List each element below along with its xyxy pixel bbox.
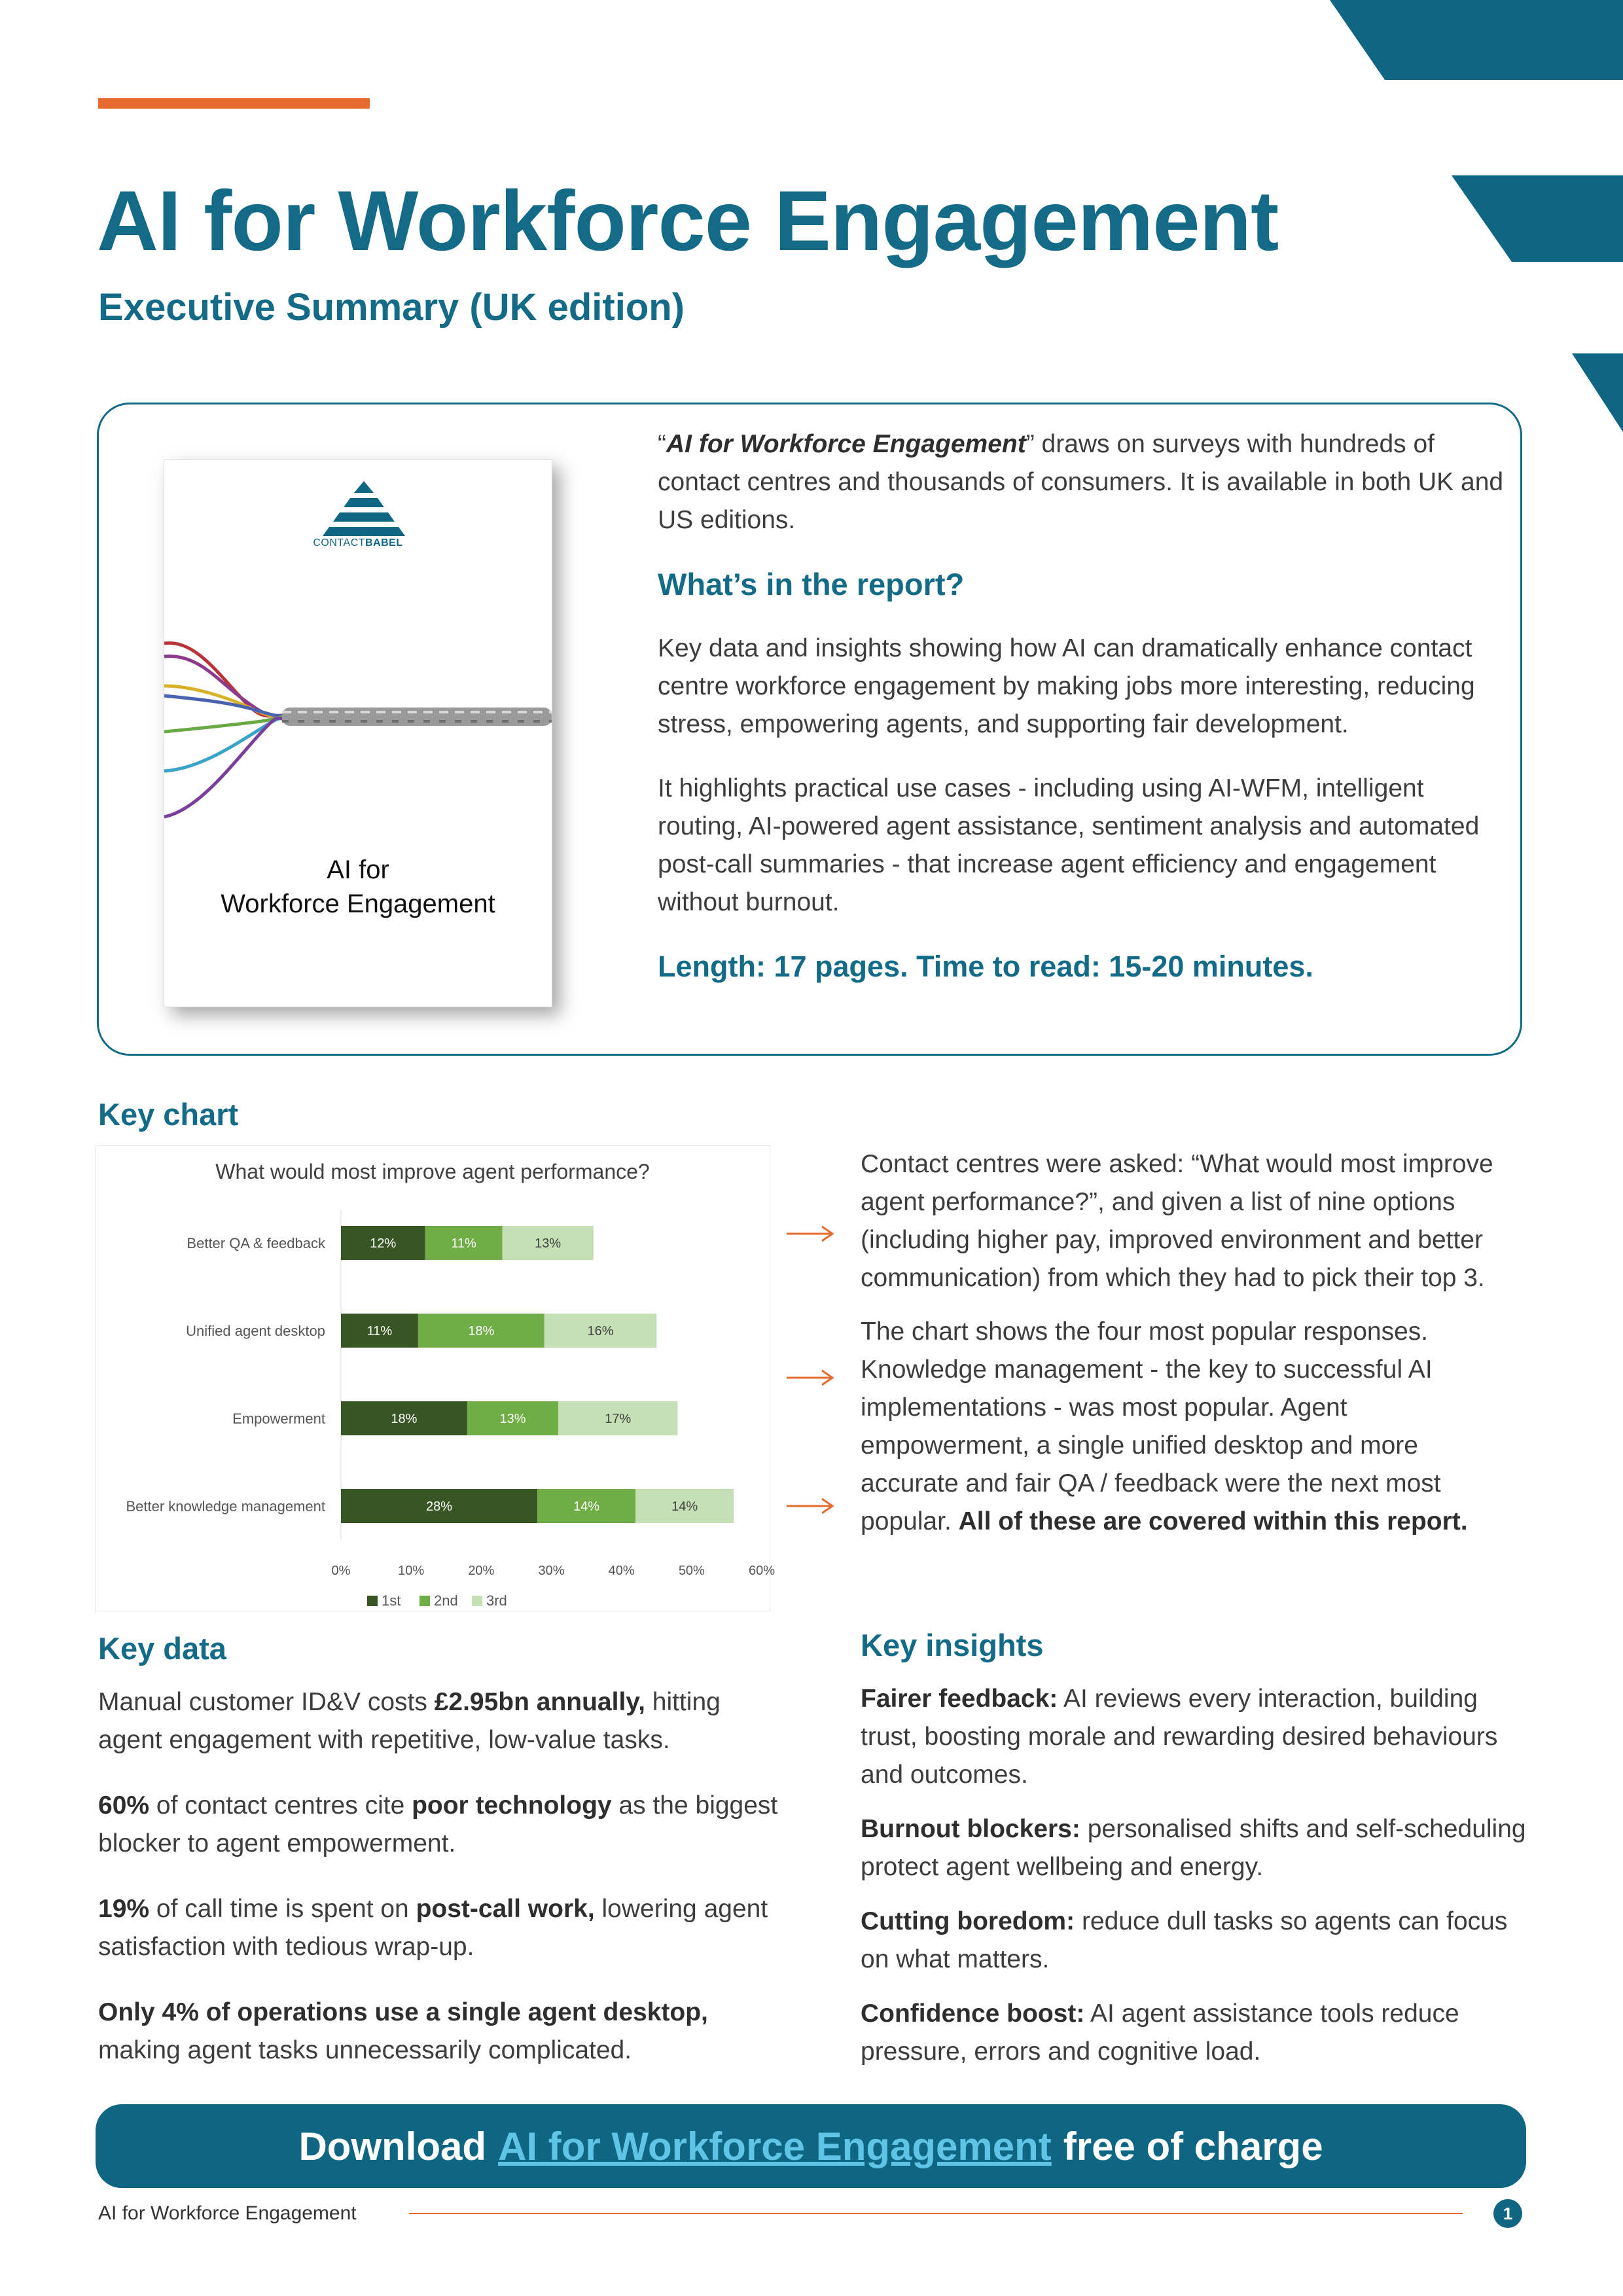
intro-text [658, 425, 1508, 986]
footer-title: AI for Workforce Engagement [98, 2202, 357, 2224]
category-label: Unified agent desktop [186, 1323, 325, 1339]
insight-item [861, 1810, 1535, 1886]
x-tick-label: 10% [398, 1564, 425, 1578]
key-data-item [98, 1890, 785, 1966]
legend-label: 3rd [486, 1592, 507, 1609]
key-data-text: of contact centres cite [149, 1791, 412, 1820]
chart-description-2 [861, 1313, 1522, 1541]
x-tick-label: 20% [468, 1564, 495, 1578]
category-label: Better QA & feedback [187, 1235, 325, 1251]
key-data-emphasis: £2.95bn annually, [434, 1688, 645, 1716]
intro-paragraph [658, 425, 1508, 539]
x-tick-label: 50% [678, 1564, 705, 1578]
key-data-text: hitting agent engagement with repetitive, low-value tasks. [98, 1688, 721, 1754]
data-label: 11% [366, 1324, 393, 1338]
stacked-bar-chart [96, 1146, 776, 1611]
data-label: 17% [605, 1412, 632, 1426]
insight-item [861, 1903, 1535, 1979]
cover-title [164, 853, 552, 921]
x-tick-label: 0% [331, 1564, 351, 1578]
category-label: Empowerment [232, 1410, 325, 1427]
key-data-text: Manual customer ID&V costs [98, 1688, 435, 1716]
key-data-emphasis: 60% [98, 1791, 150, 1820]
key-data-emphasis: 19% [98, 1895, 150, 1923]
insight-label: Confidence boost: [861, 2000, 1085, 2028]
key-data-item [98, 1787, 785, 1863]
x-tick-label: 40% [608, 1564, 635, 1578]
whats-in-report-heading: What’s in the report? [658, 567, 965, 601]
page-subtitle: Executive Summary (UK edition) [98, 286, 685, 329]
corner-decoration [1322, 0, 1623, 445]
chart-title: What would most improve agent performance? [215, 1160, 650, 1183]
key-data-item [98, 1994, 785, 2070]
data-label: 14% [573, 1499, 600, 1514]
key-data-text: of call time is spent on [149, 1895, 416, 1923]
intro-sentence: ” draws on surveys with hundreds of contact centres and thousands of consumers. It is available in both UK and US editions. [658, 430, 1504, 534]
report-description-1: Key data and insights showing how AI can dramatically enhance contact centre workforce engagement by making jobs more interesting, reducing stress, empowering agents, and supporting fair development. [658, 634, 1475, 738]
twisted-cable-illustration [164, 624, 552, 840]
key-data-text: lowering agent satisfaction with tedious wrap-up. [98, 1895, 768, 1961]
cover-title-line1: AI for [327, 855, 389, 884]
cover-title-line2: Workforce Engagement [221, 889, 495, 918]
key-data-emphasis: Only 4% of operations use a single agent desktop, [98, 1998, 708, 2026]
cover-brand-part1: CONTACT [313, 537, 366, 548]
download-link[interactable]: AI for Workforce Engagement [498, 2124, 1052, 2168]
chart-description-2-text: The chart shows the four most popular responses. Knowledge management - the key to successful AI implementations - was most popular. Agent empowerment, a single unified desktop and more accurate and fair QA / feedback were the next most popular. [861, 1318, 1441, 1535]
key-data-emphasis: post-call work, [416, 1895, 595, 1923]
chart-description-1: Contact centres were asked: “What would most improve agent performance?”, and given a list of nine options (including higher pay, improved environment and better communication) from which they had to pick their top 3. [861, 1150, 1493, 1292]
length-info: Length: 17 pages. Time to read: 15-20 minutes. [658, 950, 1313, 983]
insight-item [861, 1680, 1535, 1794]
key-insights-heading: Key insights [861, 1628, 1044, 1662]
page-number: 1 [1493, 2199, 1522, 2228]
report-description-2: It highlights practical use cases - including using AI-WFM, intelligent routing, AI-powered agent assistance, sentiment analysis and automated post-call summaries - that increase agent efficiency and engagement without burnout. [658, 774, 1480, 916]
cover-brand [164, 537, 552, 549]
footer-divider [409, 2213, 1463, 2214]
data-label: 11% [451, 1236, 476, 1251]
insight-label: Burnout blockers: [861, 1815, 1080, 1843]
data-label: 16% [587, 1324, 614, 1338]
download-banner[interactable] [96, 2104, 1526, 2188]
insight-text: reduce dull tasks so agents can focus on what matters. [861, 1907, 1508, 1973]
chart-container [95, 1145, 776, 1611]
legend-swatch [472, 1596, 482, 1606]
report-cover-image[interactable] [164, 459, 552, 1007]
data-label: 14% [671, 1499, 698, 1514]
insight-text: AI agent assistance tools reduce pressure, errors and cognitive load. [861, 2000, 1459, 2066]
data-label: 18% [468, 1324, 495, 1338]
key-data-text: as the biggest blocker to agent empowerment. [98, 1791, 778, 1857]
data-label: 18% [391, 1412, 418, 1426]
key-data-item [98, 1683, 785, 1759]
legend-swatch [419, 1596, 430, 1606]
chart-description-2-emphasis: All of these are covered within this report. [958, 1507, 1468, 1535]
data-label: 28% [426, 1499, 453, 1514]
key-data-heading: Key data [98, 1631, 226, 1666]
download-prefix: Download [298, 2124, 487, 2168]
key-data-section [98, 1630, 785, 2097]
download-suffix: free of charge [1063, 2124, 1323, 2168]
category-label: Better knowledge management [126, 1498, 325, 1515]
report-name: AI for Workforce Engagement [666, 430, 1026, 458]
data-label: 13% [535, 1236, 562, 1251]
chart-description [861, 1145, 1522, 1556]
data-label: 13% [499, 1412, 526, 1426]
arrow-icon [785, 1496, 838, 1516]
data-label: 12% [370, 1236, 397, 1251]
cover-brand-part2: BABEL [365, 537, 403, 548]
page-title: AI for Workforce Engagement [97, 173, 1279, 268]
arrow-icon [785, 1368, 838, 1388]
key-data-emphasis: poor technology [412, 1791, 612, 1820]
insight-text: AI reviews every interaction, building trust, boosting morale and rewarding desired behaviours and outcomes. [861, 1685, 1498, 1789]
x-tick-label: 60% [748, 1564, 776, 1578]
insight-label: Fairer feedback: [861, 1685, 1058, 1713]
key-chart-heading: Key chart [98, 1097, 239, 1132]
insight-item [861, 1995, 1535, 2071]
insight-text: personalised shifts and self-scheduling protect agent wellbeing and energy. [861, 1815, 1526, 1881]
insight-label: Cutting boredom: [861, 1907, 1075, 1935]
x-tick-label: 30% [538, 1564, 565, 1578]
arrow-icon [785, 1224, 838, 1244]
accent-bar [98, 98, 370, 109]
legend-label: 2nd [434, 1592, 458, 1609]
legend-label: 1st [382, 1592, 401, 1609]
legend-swatch [367, 1596, 378, 1606]
open-quote: “ [658, 430, 666, 458]
key-data-text: making agent tasks unnecessarily complicated. [98, 2036, 632, 2064]
key-insights-section [861, 1626, 1535, 2087]
